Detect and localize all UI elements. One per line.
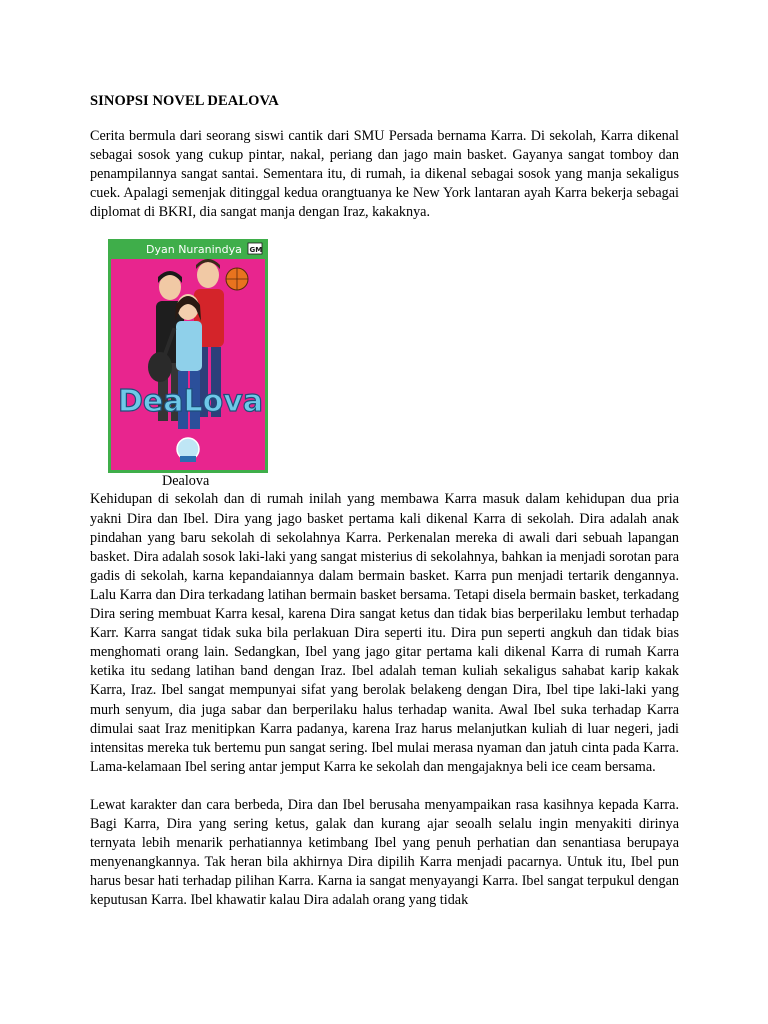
book-cover-illustration xyxy=(108,239,268,473)
paragraph-story: Kehidupan di sekolah dan di rumah inilah yang membawa Karra masuk dalam kehidupan dua pria yakni Dira dan Ibel. Dira yang jago basket pertama kali dikenal Karra di sekolah. Dira adalah anak pindahan yang baru sekolah di sekolahnya Karra. Perkenalan mereka di awali dari sebuah lapangan basket. Dira adalah sosok laki-laki yang sangat misterius di sekolahnya, bahkan ia menjadi sorotan para gadis di sekolah, karna kepandaiannya dalam bermain basket. Karra pun menjadi tertarik dengannya. Lalu Karra dan Dira terkadang latihan bermain basket bersama. Tetapi disela bermain basket, terkadang Dira sering membuat Karra kesal, karena Dira sangat ketus dan tidak bias berperilaku lembut terhadap Karr. Karra sangat tidak suka bila perlakuan Dira seperti itu. Dira pun seperti angkuh dan tidak bias menghomati orang lain. Sedangkan, Ibel yang jago gitar pertama kali dikenal Karra di rumah Karra ketika itu sedang latihan band dengan Iraz. Ibel adalah teman kuliah sekaligus sahabat karip kakak Karra, Iraz. Ibel sangat mempunyai sifat yang berolak belakeng dengan Dira, Ibel tipe laki-laki yang murh senyum, dia juga sabar dan berperilaku halus terhadap wanita. Awal Ibel suka terhadap Karra dimulai saat Iraz menitipkan Karra padanya, karena Iraz harus melanjutkan kuliah di luar negeri, jadi intensitas mereka tuk bertemu pun sangat sering. Ibel mulai merasa nyaman dan jatuh cinta pada Karra. Lama-kelamaan Ibel sering antar jemput Karra ke sekolah dan mengajaknya beli ice ceam bersama. xyxy=(90,491,679,775)
svg-text:GM: GM xyxy=(249,246,263,255)
paragraph-intro: Cerita bermula dari seorang siswi cantik dari SMU Persada bernama Karra. Di sekolah, Karra dikenal sebagai sosok yang cukup pintar, nakal, periang dan jago main basket. Gayanya sangat tomboy dan penampilannya sangat santai. Sementara itu, di rumah, ia dikenal sebagai sosok yang manja sekaligus cuek. Apalagi semenjak ditinggal kedua orangtuanya ke New York lantaran ayah Karra bekerja sebagai diplomat di BKRI, dia sangat manja dengan Iraz, kakaknya. xyxy=(90,128,679,221)
publisher-logo-icon xyxy=(248,243,262,254)
book-cover-figure xyxy=(108,239,268,473)
basketball-icon xyxy=(226,268,248,290)
document-title: SINOPSI NOVEL DEALOVA xyxy=(90,93,279,109)
document-page xyxy=(90,92,679,910)
badge-icon xyxy=(177,438,199,462)
cover-author: Dyan Nuranindya xyxy=(146,243,242,257)
book-cover-image xyxy=(108,239,268,473)
paragraph-conflict: Lewat karakter dan cara berbeda, Dira dan Ibel berusaha menyampaikan rasa kasihnya kepada Karra. Bagi Karra, Dira yang sering ketus, galak dan kurang ajar seoalh selalu ingin menyakiti dirinya ternyata lebih menarik perhatiannya ketimbang Ibel yang penuh perhatian dan senantiasa berupaya menyenangkannya. Tak heran bila akhirnya Dira dipilih Karra menjadi pacarnya. Untuk itu, Ibel pun harus besar hati terhadap pilihan Karra. Karna ia sangat menyayangi Karra. Ibel sangat terpukul dengan keputusan Karra. Ibel khawatir kalau Dira adalah orang yang tidak xyxy=(90,796,679,909)
cover-title: DeaLova xyxy=(118,384,264,420)
cover-caption: Dealova xyxy=(162,473,210,490)
